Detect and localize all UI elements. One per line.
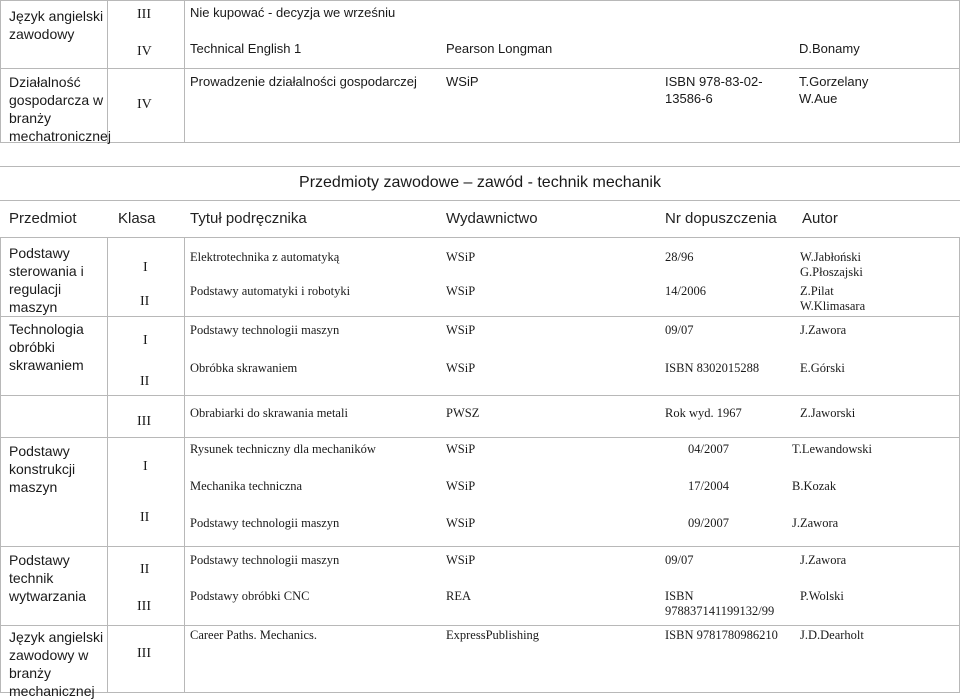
class-cell: I bbox=[143, 260, 148, 275]
header-publisher: Wydawnictwo bbox=[446, 210, 538, 227]
class-cell: III bbox=[137, 414, 151, 429]
class-cell: III bbox=[137, 599, 151, 614]
book-author: J.Zawora bbox=[800, 553, 847, 567]
book-author: D.Bonamy bbox=[799, 41, 860, 56]
book-title: Podstawy technologii maszyn bbox=[190, 516, 340, 530]
header-number: Nr dopuszczenia bbox=[665, 210, 777, 227]
book-publisher: Pearson Longman bbox=[446, 41, 553, 56]
book-title: Nie kupować - decyzja we wrześniu bbox=[190, 5, 396, 20]
book-author: J.Zawora bbox=[800, 323, 847, 337]
book-number: 17/2004 bbox=[688, 479, 729, 493]
book-number: ISBN 9781780986210 bbox=[665, 628, 778, 642]
subject-cell: Technologia obróbki skrawaniem bbox=[9, 321, 84, 373]
book-publisher: WSiP bbox=[446, 284, 476, 298]
subject-cell: Podstawy sterowania i regulacji maszyn bbox=[9, 245, 84, 315]
book-number: 09/07 bbox=[665, 323, 694, 337]
book-title: Obróbka skrawaniem bbox=[190, 361, 298, 375]
book-title: Technical English 1 bbox=[190, 41, 302, 56]
book-publisher: WSiP bbox=[446, 553, 476, 567]
header-title: Tytuł podręcznika bbox=[190, 210, 307, 227]
class-cell: IV bbox=[137, 44, 152, 59]
book-publisher: WSiP bbox=[446, 442, 476, 456]
book-publisher: WSiP bbox=[446, 516, 476, 530]
book-publisher: WSiP bbox=[446, 250, 476, 264]
header-author: Autor bbox=[802, 210, 838, 227]
header-subject: Przedmiot bbox=[9, 210, 77, 227]
class-cell: I bbox=[143, 459, 148, 474]
book-publisher: WSiP bbox=[446, 74, 479, 89]
book-publisher: ExpressPublishing bbox=[446, 628, 540, 642]
subject-cell: Język angielski zawodowy bbox=[9, 8, 104, 42]
book-title: Prowadzenie działalności gospodarczej bbox=[190, 74, 417, 89]
book-number: 28/96 bbox=[665, 250, 694, 264]
book-publisher: PWSZ bbox=[446, 406, 480, 420]
book-title: Podstawy technologii maszyn bbox=[190, 323, 340, 337]
book-author: J.D.Dearholt bbox=[800, 628, 864, 642]
book-title: Podstawy technologii maszyn bbox=[190, 553, 340, 567]
book-title: Rysunek techniczny dla mechaników bbox=[190, 442, 376, 456]
subject-cell: Język angielski zawodowy w branży mechanicznej bbox=[9, 629, 104, 699]
subject-cell: Podstawy konstrukcji maszyn bbox=[9, 443, 76, 495]
book-number: Rok wyd. 1967 bbox=[665, 406, 742, 420]
class-cell: II bbox=[140, 374, 150, 389]
book-title: Obrabiarki do skrawania metali bbox=[190, 406, 348, 420]
book-number: ISBN 978837141199132/99 bbox=[665, 589, 775, 618]
header-class: Klasa bbox=[118, 210, 156, 227]
book-publisher: REA bbox=[446, 589, 471, 603]
subject-cell: Podstawy technik wytwarzania bbox=[9, 552, 87, 604]
book-title: Elektrotechnika z automatyką bbox=[190, 250, 340, 264]
book-number: 14/2006 bbox=[665, 284, 706, 298]
book-number: ISBN 978-83-02-13586-6 bbox=[665, 74, 763, 106]
book-title: Podstawy obróbki CNC bbox=[190, 589, 310, 603]
book-author: B.Kozak bbox=[792, 479, 837, 493]
book-publisher: WSiP bbox=[446, 479, 476, 493]
book-title: Mechanika techniczna bbox=[190, 479, 303, 493]
class-cell: II bbox=[140, 562, 150, 577]
class-cell: IV bbox=[137, 97, 152, 112]
book-number: 09/07 bbox=[665, 553, 694, 567]
book-author: W.Jabłoński G.Płoszajski bbox=[800, 250, 863, 279]
class-cell: II bbox=[140, 510, 150, 525]
book-title: Podstawy automatyki i robotyki bbox=[190, 284, 351, 298]
book-number: ISBN 8302015288 bbox=[665, 361, 760, 375]
class-cell: III bbox=[137, 646, 151, 661]
section-title: Przedmioty zawodowe – zawód - technik mechanik bbox=[299, 174, 661, 191]
book-author: P.Wolski bbox=[800, 589, 844, 603]
book-author: T.Lewandowski bbox=[792, 442, 872, 456]
book-author: Z.Jaworski bbox=[800, 406, 856, 420]
book-publisher: WSiP bbox=[446, 323, 476, 337]
book-author: J.Zawora bbox=[792, 516, 839, 530]
book-author: Z.Pilat W.Klimasara bbox=[800, 284, 866, 313]
book-author: E.Górski bbox=[800, 361, 845, 375]
book-publisher: WSiP bbox=[446, 361, 476, 375]
book-number: 09/2007 bbox=[688, 516, 729, 530]
subject-cell: Działalność gospodarcza w branży mechatronicznej bbox=[9, 74, 111, 144]
class-cell: III bbox=[137, 7, 151, 22]
class-cell: I bbox=[143, 333, 148, 348]
book-title: Career Paths. Mechanics. bbox=[190, 628, 318, 642]
book-author: T.Gorzelany W.Aue bbox=[799, 74, 869, 106]
book-number: 04/2007 bbox=[688, 442, 729, 456]
class-cell: II bbox=[140, 294, 150, 309]
